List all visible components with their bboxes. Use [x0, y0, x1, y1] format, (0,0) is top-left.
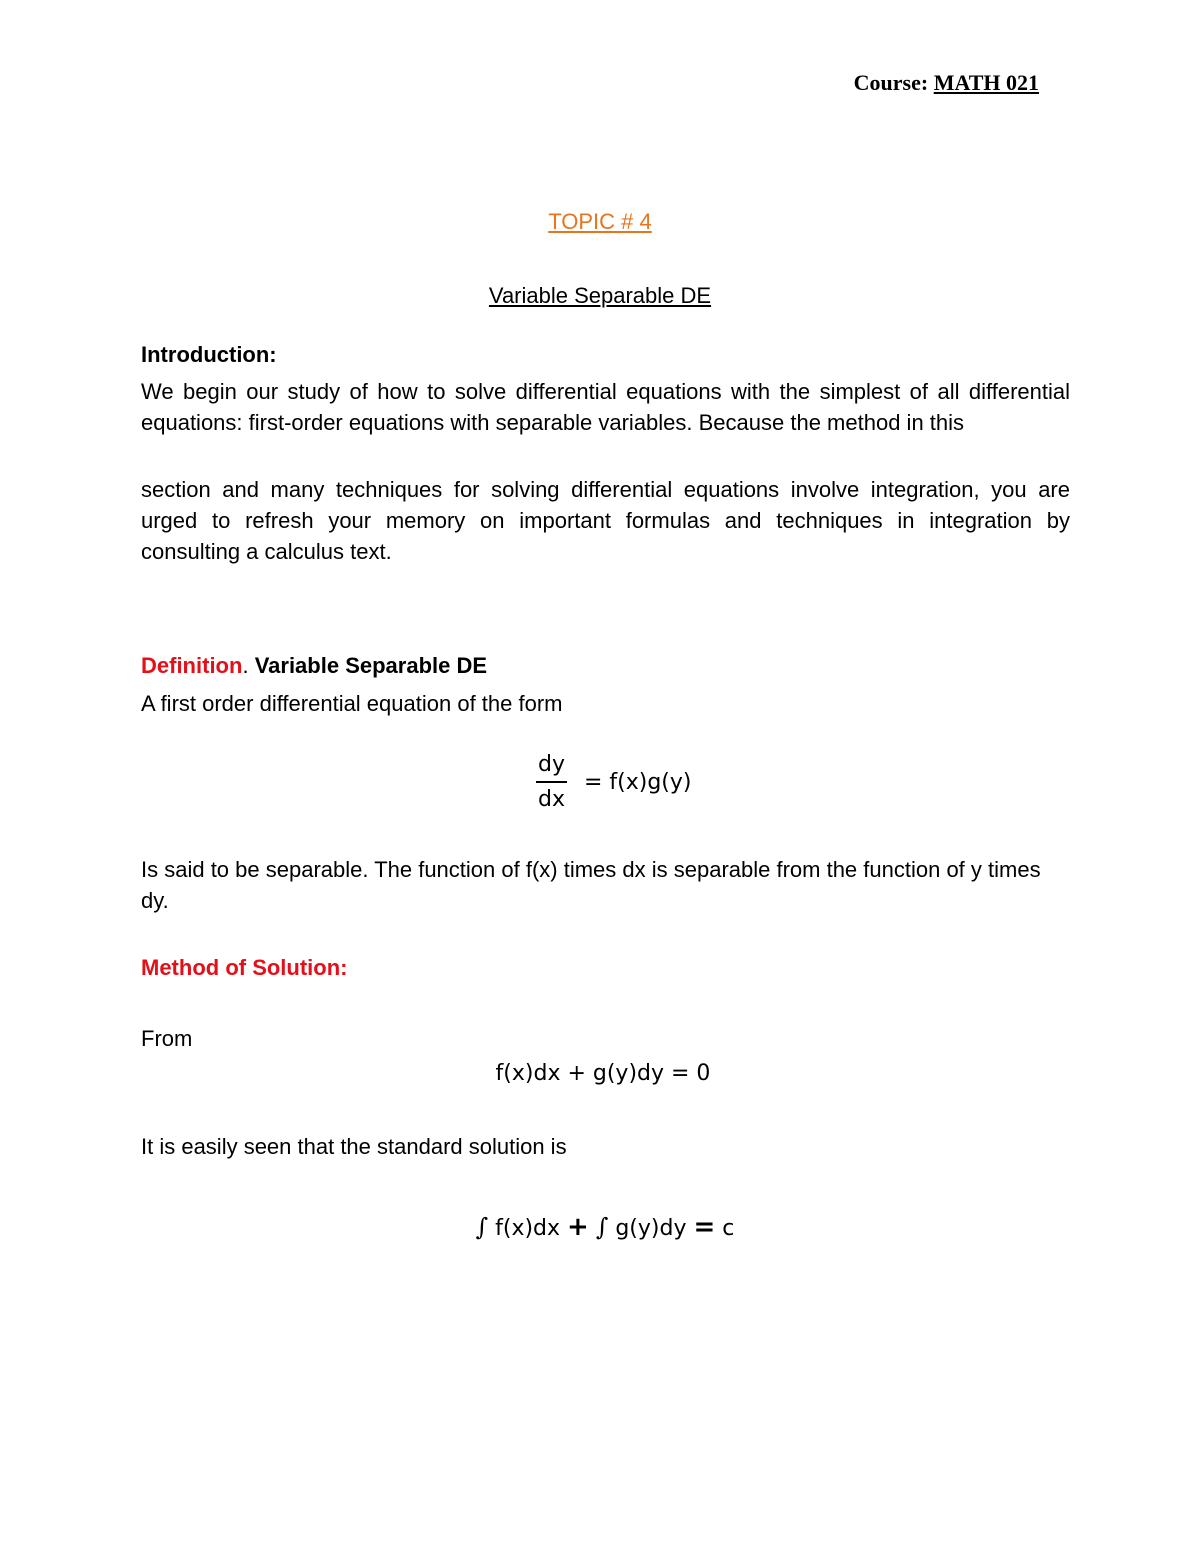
- standard-solution-equation: [0, 1212, 1200, 1242]
- equals-sign: =: [693, 1212, 716, 1242]
- fraction-numerator: dy: [536, 752, 567, 783]
- separable-equation: [536, 752, 692, 812]
- definition-label: Definition: [141, 653, 243, 678]
- equation-rhs: = f(x)g(y): [583, 769, 692, 795]
- definition-explanation: Is said to be separable. The function of f(x) times dx is separable from the function of y times dy.: [141, 857, 1041, 913]
- introduction-paragraph-1: We begin our study of how to solve differential equations with the simplest of all differential equations: first-order equations with separable variables. Because the method in this: [141, 379, 1070, 435]
- topic-heading: TOPIC # 4: [548, 209, 652, 234]
- integral-sign-2: ∫: [595, 1213, 609, 1241]
- course-header: [854, 70, 1039, 96]
- integration-constant: c: [722, 1216, 735, 1241]
- definition-lead: A first order differential equation of the form: [141, 691, 563, 716]
- fraction-denominator: dx: [538, 787, 565, 812]
- introduction-heading: Introduction:: [141, 342, 277, 367]
- course-code: MATH 021: [933, 70, 1039, 95]
- from-label: From: [141, 1026, 193, 1051]
- definition-separator: .: [242, 653, 249, 678]
- solution-text: It is easily seen that the standard solution is: [141, 1134, 567, 1159]
- solution-term-1: f(x)dx: [495, 1216, 561, 1241]
- introduction-paragraph-2: section and many techniques for solving differential equations involve integration, you are urged to refresh your memory on important formulas and techniques in integration by consulting a calculus text.: [141, 477, 1070, 564]
- course-label: Course:: [853, 70, 929, 95]
- integral-sign-1: ∫: [475, 1213, 489, 1241]
- derivative-fraction: [536, 752, 567, 812]
- plus-sign: +: [567, 1212, 589, 1242]
- solution-term-2: g(y)dy: [615, 1216, 687, 1241]
- differential-form-equation: f(x)dx + g(y)dy = 0: [495, 1061, 711, 1086]
- definition-heading: [141, 653, 487, 679]
- method-heading: Method of Solution:: [141, 955, 348, 980]
- definition-term: Variable Separable DE: [254, 653, 488, 678]
- document-title: Variable Separable DE: [488, 283, 712, 308]
